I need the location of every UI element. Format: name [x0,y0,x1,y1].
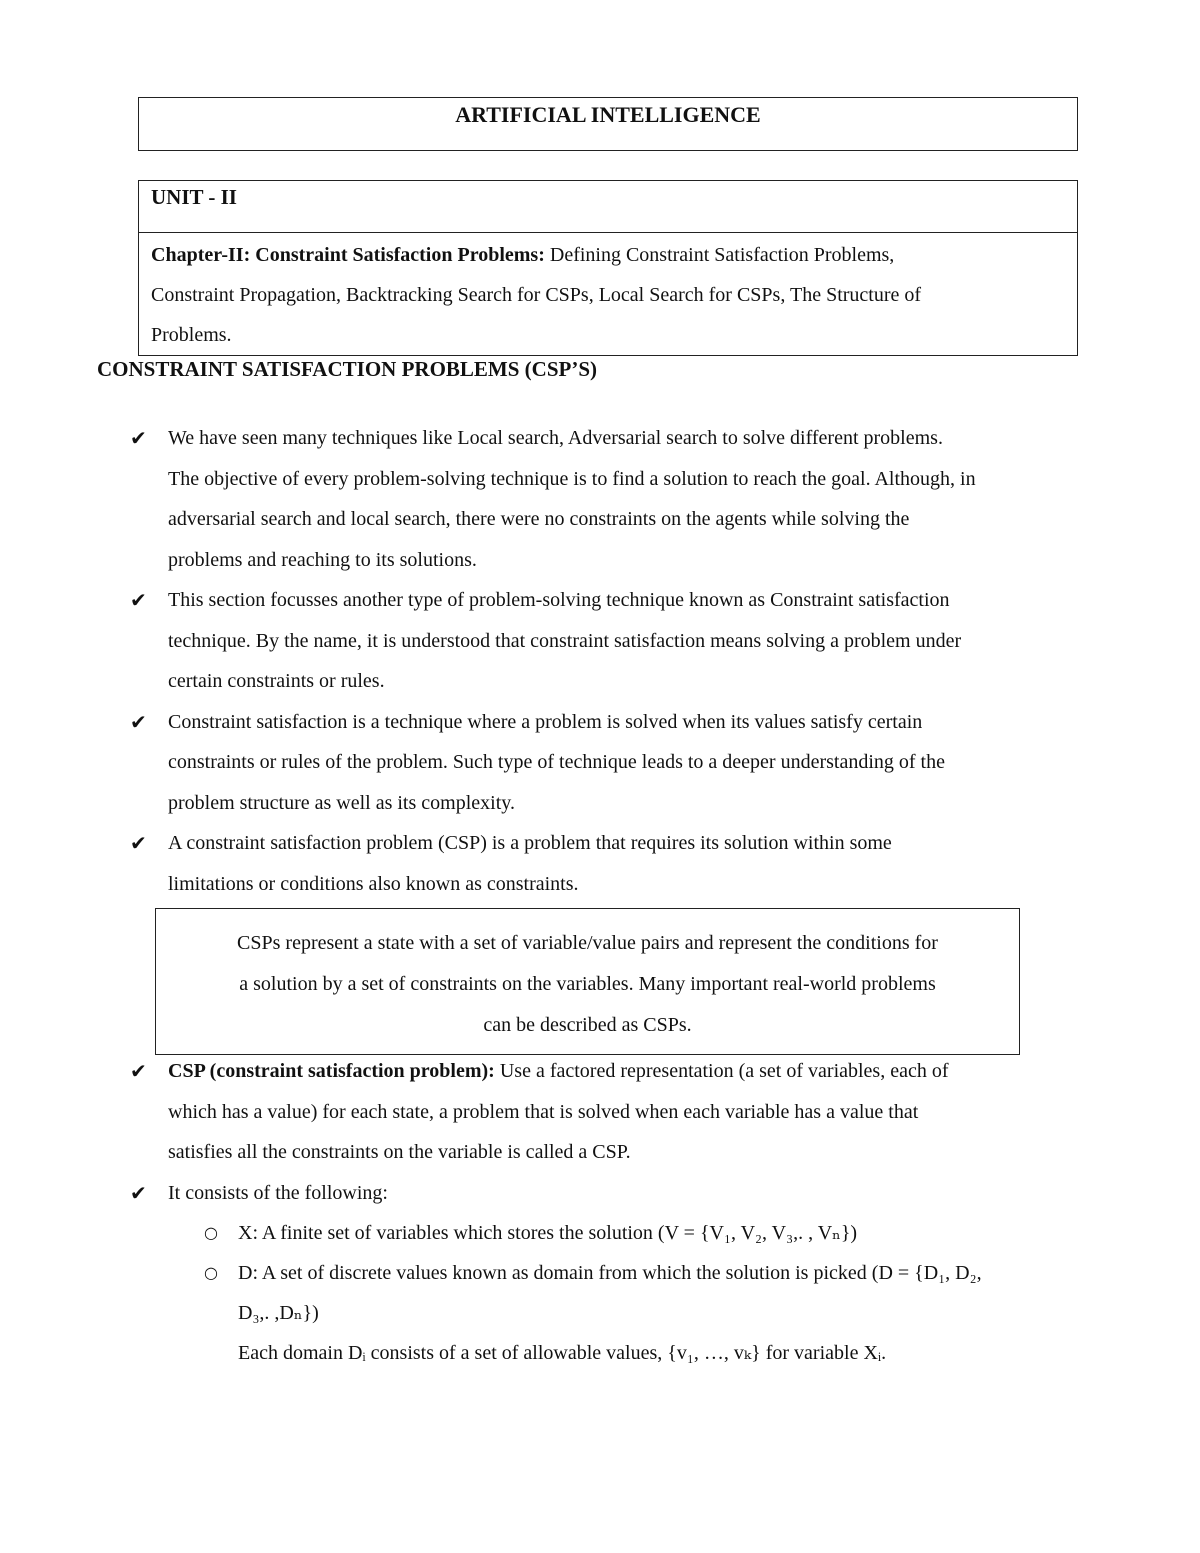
list-item [130,580,1130,702]
bullet-list [130,418,1130,904]
chapter-topics-3: Problems. [151,324,232,346]
bullet-line: We have seen many techniques like Local search, Adversarial search to solve different problems. [168,427,943,449]
bullet-line: which has a value) for each state, a problem that is solved when each variable has a value that [168,1100,919,1123]
bullet-line: A constraint satisfaction problem (CSP) is a problem that requires its solution within some [168,832,892,854]
document-title-box [138,97,1078,151]
list-item [130,418,1130,580]
chapter-description [139,233,1077,355]
sub-item-line: D: A set of discrete values known as domain from which the solution is picked (D = {D₁, D₂, [238,1261,982,1284]
csp-definition-label: CSP (constraint satisfaction problem): [168,1060,495,1082]
note-line: can be described as CSPs. [483,1014,692,1036]
list-item [130,1173,1130,1213]
bullet-line: limitations or conditions also known as constraints. [168,872,579,895]
chapter-label: Chapter-II: Constraint Satisfaction Problems: [151,244,545,266]
hollow-circle-icon: ○ [204,1262,218,1282]
bullet-line: problems and reaching to its solutions. [168,548,477,571]
check-mark-icon: ✔ [130,588,147,612]
check-mark-icon: ✔ [130,1180,147,1205]
sub-item-line: X: A finite set of variables which stores the solution (V = {V₁, V₂, V₃,. , Vₙ}) [238,1221,858,1244]
domain-note: Each domain Dᵢ consists of a set of allowable values, {v₁, …, vₖ} for variable Xᵢ. [238,1341,887,1364]
bullet-line: constraints or rules of the problem. Such type of technique leads to a deeper understanding of the [168,751,945,773]
bullet-line: The objective of every problem-solving technique is to find a solution to reach the goal. Although, in [168,467,976,490]
sub-list-item [130,1253,1130,1333]
list-item [130,702,1130,824]
bullet-line: adversarial search and local search, there were no constraints on the agents while solving the [168,508,910,530]
note-line: a solution by a set of constraints on the variables. Many important real-world problems [239,973,936,995]
chapter-topics-1: Defining Constraint Satisfaction Problems, [544,244,895,266]
csp-note-box [155,908,1020,1055]
unit-label: UNIT - II [139,181,1077,233]
unit-box [138,180,1078,356]
bullet-line: Constraint satisfaction is a technique where a problem is solved when its values satisfy certain [168,710,923,733]
bullet-line: problem structure as well as its complexity. [168,791,515,814]
hollow-circle-icon: ○ [204,1222,218,1242]
sub-item-line: D₃,. ,Dₙ}) [238,1301,319,1324]
bullet-line: certain constraints or rules. [168,670,385,692]
bullet-line: technique. By the name, it is understood that constraint satisfaction means solving a problem under [168,629,962,652]
check-mark-icon: ✔ [130,831,147,855]
bullet-line: Use a factored representation (a set of variables, each of [494,1060,949,1082]
sub-list-item [130,1213,1130,1253]
bullet-list-2 [130,1051,1130,1373]
section-heading: CONSTRAINT SATISFACTION PROBLEMS (CSP’S) [97,357,598,381]
chapter-topics-2: Constraint Propagation, Backtracking Search for CSPs, Local Search for CSPs, The Structure of [151,284,922,306]
bullet-line: satisfies all the constraints on the variable is called a CSP. [168,1141,631,1163]
check-mark-icon: ✔ [130,426,147,450]
bullet-line: It consists of the following: [168,1181,388,1204]
list-item [130,823,1130,904]
check-mark-icon: ✔ [130,709,147,734]
document-title: ARTIFICIAL INTELLIGENCE [455,102,761,127]
note-line: CSPs represent a state with a set of variable/value pairs and represent the conditions for [237,932,938,954]
list-item [130,1051,1130,1173]
bullet-line: This section focusses another type of problem-solving technique known as Constraint satisfaction [168,589,950,611]
check-mark-icon: ✔ [130,1059,147,1083]
